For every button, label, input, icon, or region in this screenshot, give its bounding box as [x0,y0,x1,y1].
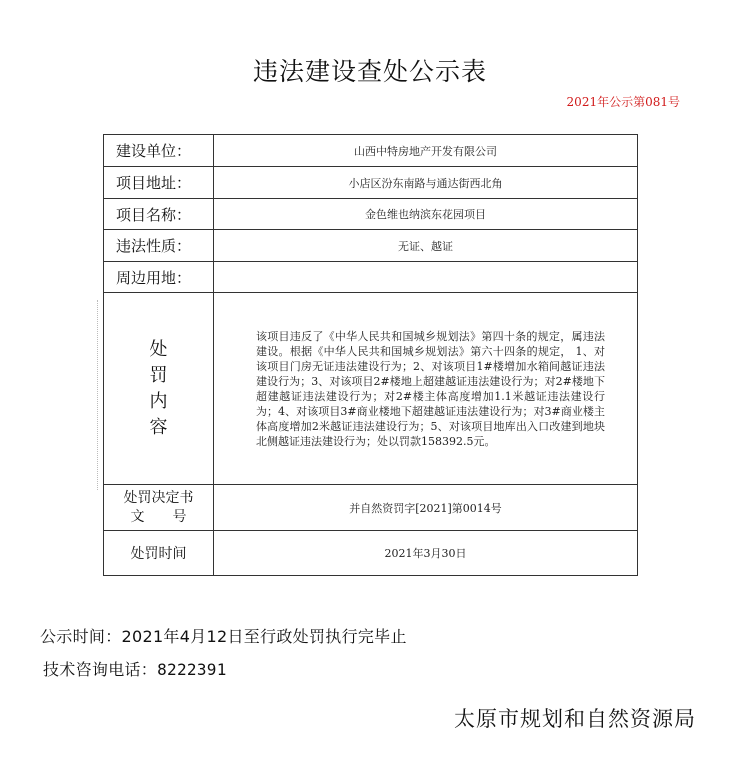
table-row-penalty-content [104,293,638,485]
decision-label-line2: 文 号 [130,508,187,525]
label-surrounding-land: 周边用地： [104,262,214,293]
notice-table [103,134,638,576]
label-violation-type: 违法性质： [104,230,214,262]
value-decision-number: 并自然资罚字[2021]第0014号 [214,485,638,531]
table-row-project-name [104,199,638,230]
value-construction-unit: 山西中特房地产开发有限公司 [214,135,638,167]
label-project-address: 项目地址： [104,167,214,199]
notice-time-line [40,624,407,647]
label-penalty-time: 处罚时间 [104,531,214,576]
table-row-violation-type [104,230,638,262]
penalty-content-text: 该项目违反了《中华人民共和国城乡规划法》第四十条的规定，属违法建设。根据《中华人民共和国城乡规划法》第六十四条的规定， 1、对该项目门房无证违法建设行为；2、对该项目1#楼增加水箱间越证违法建设行为；3、对该项目2#楼地上超建越证违法建设行为；对2#楼地下超建越证违法建设行为；对2#楼主体高度增加1.1米越证违法建设行为；4、对该项目3#商业楼地下超建越证违法建设行为；对3#商业楼主体高度增加2米越证违法建设行为；5、对该项目地库出入口改建到地块北侧越证违法建设行为；处以罚款158392.5元。 [214,293,638,485]
label-decision-number [104,485,214,531]
phone-line [43,657,227,680]
page-title: 违法建设查处公示表 [252,57,487,86]
value-project-name: 金色维也纳滨东花园项目 [214,199,638,230]
value-penalty-time: 2021年3月30日 [214,531,638,576]
document-number: 2021年公示第081号 [566,95,680,109]
value-surrounding-land [214,262,638,293]
phone-value: 8222391 [157,660,227,679]
value-project-address: 小店区汾东南路与通达街西北角 [214,167,638,199]
notice-time-value: 2021年4月12日至行政处罚执行完毕止 [121,627,407,646]
notice-time-label: 公示时间： [40,627,122,646]
table-row-surrounding-land [104,262,638,293]
table-row-project-address [104,167,638,199]
decision-label-line1: 处罚决定书 [123,489,194,506]
penalty-content-char-4: 容 [149,416,168,438]
value-violation-type: 无证、越证 [214,230,638,262]
penalty-content-char-3: 内 [149,390,168,412]
table-row-decision-number [104,485,638,531]
table-row-construction-unit [104,135,638,167]
phone-label: 技术咨询电话： [43,660,158,679]
issuing-authority: 太原市规划和自然资源局 [454,707,696,731]
table-row-penalty-time [104,531,638,576]
label-penalty-content [104,293,214,485]
penalty-content-char-1: 处 [149,338,168,360]
label-project-name: 项目名称： [104,199,214,230]
penalty-content-char-2: 罚 [149,364,168,386]
label-construction-unit: 建设单位： [104,135,214,167]
